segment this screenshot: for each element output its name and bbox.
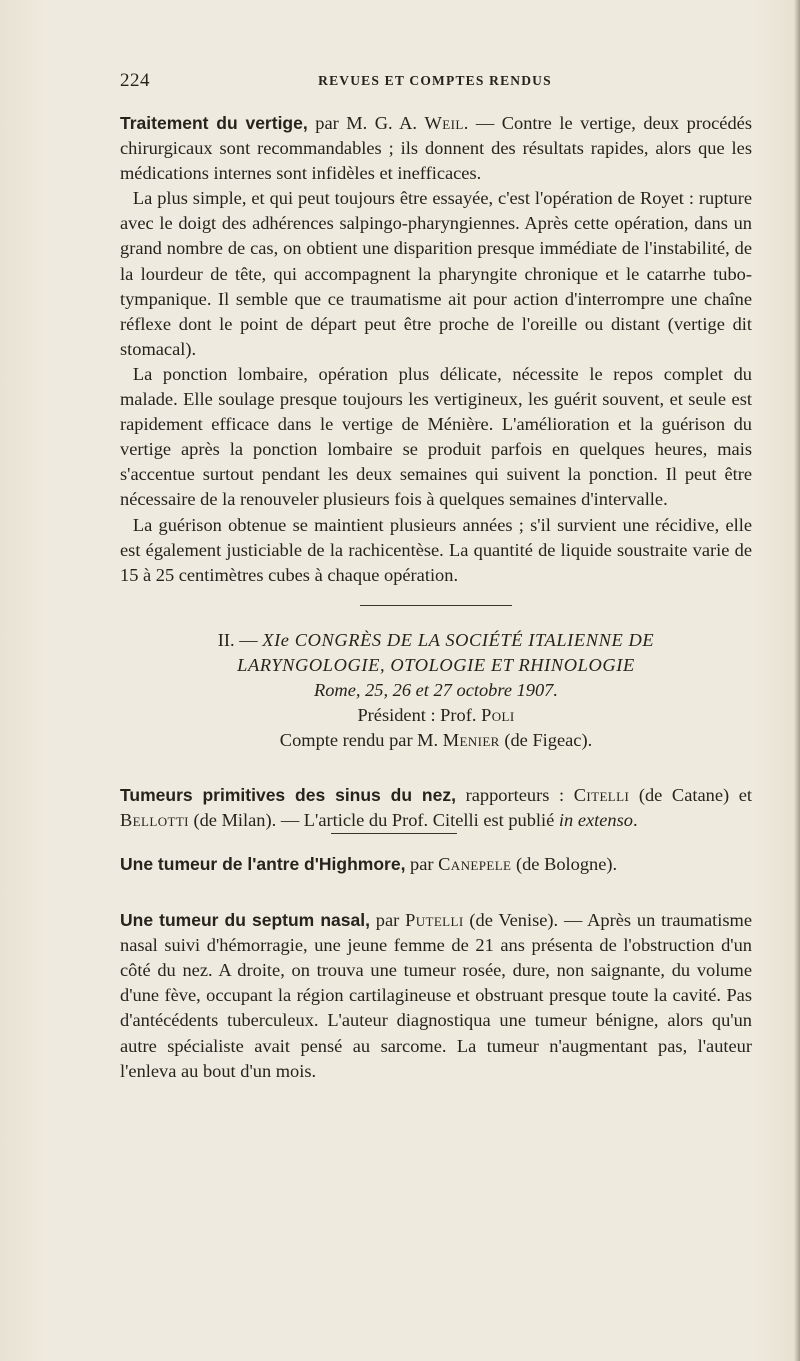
article3-author: Canepele [438,853,512,874]
separator-rule [360,605,512,606]
page-header [120,70,750,94]
page-body [120,111,752,1084]
section2-place-date: Rome, 25, 26 et 27 octobre 1907. [314,679,558,700]
section2-president: Président : Prof. Poli [357,704,515,725]
article2-paragraph: Tumeurs primitives des sinus du nez, rapporteurs : Citelli (de Catane) et Bellotti (de Milan). — L'article du Prof. Citelli est publié in extenso. [120,784,752,830]
article3-title: Une tumeur de l'antre d'Highmore, [120,853,406,874]
section2-reporter: Compte rendu par M. Menier (de Figeac). [279,729,593,750]
separator-rule-2 [331,833,457,834]
running-head: REVUES ET COMPTES RENDUS [318,73,552,88]
article1-paragraph2: La plus simple, et qui peut toujours être essayée, c'est l'opération de Royet : rupture avec le doigt des adhérences salpingo-pharyngiennes. Après cette opération, dans un grand nombre de cas, on obtient une disparition presque immédiate de l'instabilité, de la lourdeur de tête, qui accompagnent la pharyngite chronique et le catarrhe tubo-tympanique. Il semble que ce traumatisme ait pour action d'interrompre une chaîne réflexe dont le point de départ peut être proche de l'oreille ou distant (vertige dit stomacal). [120,188,752,359]
article1-title: Traitement du vertige, [120,113,308,133]
article4-title: Une tumeur du septum nasal, [120,910,370,931]
section2-title-line1: II. — XIe CONGRÈS DE LA SOCIÉTÉ ITALIENNE DE [217,629,655,650]
article4-paragraph: Une tumeur du septum nasal, par Putelli (de Venise). — Après un traumatisme nasal suivi d'hémorragie, une jeune femme de 21 ans présenta de l'obstruction d'un côté du nez. A droite, on trouva une tumeur rosée, dure, non saignante, du volume d'une fève, occupant la région cartilagineuse et obstruant presque toute la cavité. Pas d'antécédents tuberculeux. L'auteur diagnostiqua une tumeur bénigne, alors qu'un autre spécialiste avait pensé au sarcome. La tumeur n'augmentant pas, l'auteur l'enleva au bout d'un mois. [120,910,752,1081]
page-spine-shadow [794,0,800,1361]
section2-heading [120,628,752,753]
article1-author: Weil [424,113,464,133]
page-number: 224 [120,70,150,91]
article2-author2: Bellotti [120,809,189,830]
article1-paragraph4: La guérison obtenue se maintient plusieurs années ; s'il survient une récidive, elle est également justiciable de la rachicentèse. La quantité de liquide soustraite varie de 15 à 25 centimètres cubes à chaque opération. [120,514,752,585]
article4-author: Putelli [405,910,464,931]
article2-title: Tumeurs primitives des sinus du nez, [120,784,456,805]
article1-paragraph3: La ponction lombaire, opération plus délicate, nécessite le repos complet du malade. Elle soulage presque toujours les vertigineux, les guérit souvent, et seule est rapidement efficace dans le vertige de Ménière. L'amélioration et la guérison du vertige après la ponction lombaire se produit parfois en quelques heures, mais s'accentue surtout pendant les deux semaines qui suivent la ponction. Il peut être nécessaire de la renouveler plusieurs fois à quelques semaines d'intervalle. [120,363,752,510]
section2-title-line2: LARYNGOLOGIE, OTOLOGIE ET RHINOLOGIE [237,654,635,675]
article2-author1: Citelli [573,784,630,805]
article1-paragraph1: Traitement du vertige, par M. G. A. Weil. — Contre le vertige, deux procédés chirurgicaux sont recommandables ; ils donnent des résultats rapides, alors que les médications internes sont infidèles et inefficaces. [120,113,752,184]
article3-paragraph: Une tumeur de l'antre d'Highmore, par Canepele (de Bologne). [120,853,618,874]
